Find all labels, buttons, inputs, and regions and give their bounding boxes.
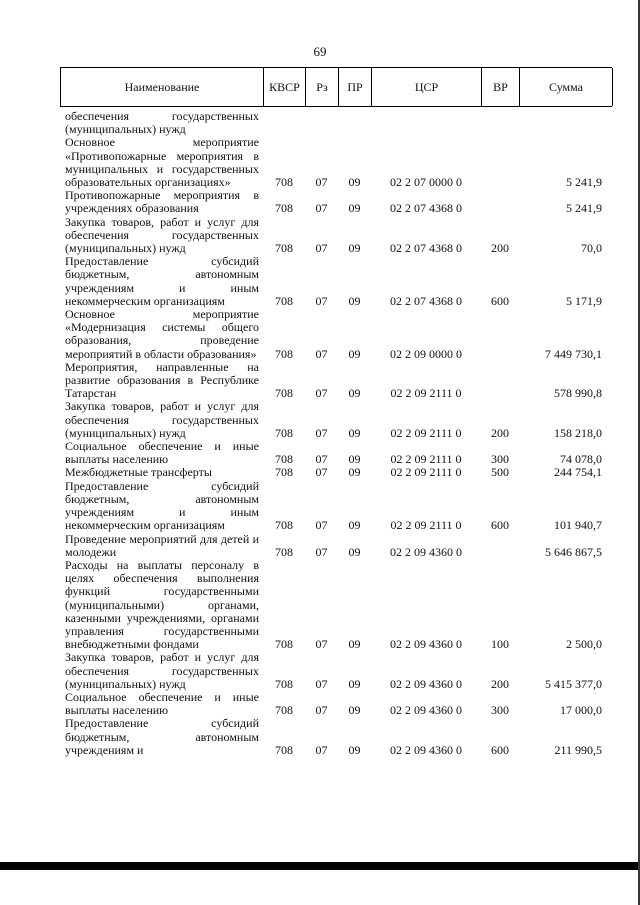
table-row — [60, 361, 612, 401]
cell-rz: 07 — [315, 676, 328, 691]
cell-kvsr: 708 — [275, 346, 293, 361]
cell-sum: 5 241,9 — [566, 175, 602, 190]
table-row — [60, 440, 612, 466]
cell-csr: 02 2 09 4360 0 — [390, 703, 462, 718]
cell-csr: 02 2 09 4360 0 — [390, 742, 462, 757]
cell-vr: 200 — [491, 241, 509, 256]
header-vr: ВР — [482, 68, 520, 106]
cell-name: Расходы на выплаты персоналу в целях обеспечения выполнения функций государственными (муниципальными) органами, казенными учреждениями, органами управления государственными внебюджетными фондами — [65, 557, 259, 652]
cell-rz: 07 — [315, 241, 328, 256]
cell-rz: 07 — [315, 346, 328, 361]
cell-name: Основное мероприятие «Модернизация системы общего образования, проведение мероприятий в области образования» — [65, 307, 259, 361]
cell-kvsr: 708 — [275, 465, 293, 480]
cell-kvsr: 708 — [275, 676, 293, 691]
cell-name: Мероприятия, направленные на развитие образования в Республике Татарстан — [65, 359, 259, 401]
cell-sum: 70,0 — [581, 241, 602, 256]
table-row — [60, 533, 612, 559]
cell-pr: 09 — [348, 201, 361, 216]
cell-name: Предоставление субсидий бюджетным, автономным учреждениям и иным некоммерческим организациям — [65, 478, 259, 533]
cell-rz: 07 — [315, 386, 328, 401]
cell-name: Закупка товаров, работ и услуг для обеспечения государственных (муниципальных) нужд — [65, 650, 259, 691]
cell-kvsr: 708 — [275, 637, 293, 652]
cell-kvsr: 708 — [275, 703, 293, 718]
cell-pr: 09 — [348, 465, 361, 480]
cell-rz: 07 — [315, 518, 328, 533]
table-header — [60, 67, 612, 107]
cell-sum: 2 500,0 — [566, 637, 602, 652]
scan-edge-bottom — [0, 862, 640, 870]
cell-rz: 07 — [315, 544, 328, 559]
cell-vr: 600 — [491, 518, 509, 533]
header-csr: ЦСР — [372, 68, 482, 106]
cell-sum: 578 990,8 — [554, 386, 602, 401]
table-row — [60, 559, 612, 651]
cell-sum: 5 646 867,5 — [545, 544, 602, 559]
cell-pr: 09 — [348, 425, 361, 440]
cell-name: Социальное обеспечение и иные выплаты населению — [65, 689, 259, 718]
cell-kvsr: 708 — [275, 742, 293, 757]
cell-sum: 7 449 730,1 — [545, 346, 602, 361]
cell-vr: 600 — [491, 742, 509, 757]
cell-name: Противопожарные мероприятия в учреждениях образования — [65, 188, 259, 216]
cell-kvsr: 708 — [275, 175, 293, 190]
cell-pr: 09 — [348, 637, 361, 652]
cell-name: Социальное обеспечение и иные выплаты населению — [65, 439, 259, 467]
cell-kvsr: 708 — [275, 293, 293, 308]
cell-rz: 07 — [315, 293, 328, 308]
cell-kvsr: 708 — [275, 201, 293, 216]
table-row — [60, 216, 612, 256]
table-row — [60, 466, 612, 479]
table-row — [60, 691, 612, 717]
header-name: Наименование — [61, 68, 264, 106]
cell-vr: 200 — [491, 425, 509, 440]
cell-rz: 07 — [315, 637, 328, 652]
cell-sum: 211 990,5 — [554, 742, 602, 757]
cell-csr: 02 2 09 0000 0 — [390, 346, 462, 361]
header-rz: Рз — [306, 68, 339, 106]
page-number: 69 — [313, 44, 327, 59]
cell-csr: 02 2 09 4360 0 — [390, 676, 462, 691]
cell-vr: 500 — [491, 465, 509, 480]
table-row — [60, 136, 612, 189]
cell-pr: 09 — [348, 452, 361, 467]
cell-pr: 09 — [348, 544, 361, 559]
cell-sum: 101 940,7 — [554, 518, 602, 533]
table-row — [60, 189, 612, 215]
cell-sum: 5 171,9 — [566, 293, 602, 308]
cell-pr: 09 — [348, 703, 361, 718]
header-sum: Сумма — [520, 68, 613, 106]
header-pr: ПР — [339, 68, 372, 106]
cell-rz: 07 — [315, 175, 328, 190]
cell-name: обеспечения государственных (муниципальных) нужд — [65, 109, 259, 137]
cell-sum: 17 000,0 — [560, 703, 602, 718]
cell-kvsr: 708 — [275, 425, 293, 440]
cell-kvsr: 708 — [275, 452, 293, 467]
cell-sum: 5 241,9 — [566, 201, 602, 216]
cell-name: Проведение мероприятий для детей и молодежи — [65, 531, 259, 559]
table-row — [60, 255, 612, 308]
cell-csr: 02 2 09 2111 0 — [390, 518, 462, 533]
cell-name: Основное мероприятие «Противопожарные мероприятия в муниципальных и государственных образовательных организациях» — [65, 135, 259, 190]
cell-sum: 244 754,1 — [554, 465, 602, 480]
cell-vr: 600 — [491, 293, 509, 308]
cell-csr: 02 2 09 2111 0 — [390, 465, 462, 480]
table-row — [60, 717, 612, 757]
cell-rz: 07 — [315, 465, 328, 480]
cell-name: Закупка товаров, работ и услуг для обеспечения государственных (муниципальных) нужд — [65, 214, 259, 256]
cell-name: Закупка товаров, работ и услуг для обеспечения государственных (муниципальных) нужд — [65, 399, 259, 440]
cell-csr: 02 2 09 2111 0 — [390, 425, 462, 440]
cell-pr: 09 — [348, 742, 361, 757]
cell-sum: 74 078,0 — [560, 452, 602, 467]
cell-pr: 09 — [348, 293, 361, 308]
cell-pr: 09 — [348, 518, 361, 533]
cell-pr: 09 — [348, 346, 361, 361]
cell-pr: 09 — [348, 241, 361, 256]
table-row — [60, 400, 612, 440]
cell-kvsr: 708 — [275, 544, 293, 559]
cell-vr: 300 — [491, 452, 509, 467]
cell-csr: 02 2 07 4368 0 — [390, 201, 462, 216]
cell-csr: 02 2 09 4360 0 — [390, 544, 462, 559]
header-kvsr: КВСР — [264, 68, 306, 106]
cell-sum: 5 415 377,0 — [545, 676, 602, 691]
cell-csr: 02 2 07 4368 0 — [390, 293, 462, 308]
cell-kvsr: 708 — [275, 241, 293, 256]
cell-name: Предоставление субсидий бюджетным, автономным учреждениям и иным некоммерческим организациям — [65, 254, 259, 308]
cell-csr: 02 2 09 2111 0 — [390, 452, 462, 467]
cell-rz: 07 — [315, 425, 328, 440]
cell-rz: 07 — [315, 201, 328, 216]
cell-sum: 158 218,0 — [554, 425, 602, 440]
cell-rz: 07 — [315, 452, 328, 467]
cell-kvsr: 708 — [275, 386, 293, 401]
cell-csr: 02 2 07 4368 0 — [390, 241, 462, 256]
cell-rz: 07 — [315, 742, 328, 757]
table-row — [60, 308, 612, 361]
cell-pr: 09 — [348, 175, 361, 190]
cell-rz: 07 — [315, 703, 328, 718]
cell-kvsr: 708 — [275, 518, 293, 533]
cell-name: Межбюджетные трансферты — [65, 465, 212, 480]
cell-csr: 02 2 09 4360 0 — [390, 637, 462, 652]
cell-vr: 200 — [491, 676, 509, 691]
cell-csr: 02 2 09 2111 0 — [390, 386, 462, 401]
table-row — [60, 110, 612, 136]
cell-csr: 02 2 07 0000 0 — [390, 175, 462, 190]
cell-vr: 100 — [491, 637, 509, 652]
table-row — [60, 651, 612, 691]
cell-pr: 09 — [348, 386, 361, 401]
cell-name: Предоставление субсидий бюджетным, автономным учреждениям и — [65, 716, 259, 757]
cell-vr: 300 — [491, 703, 509, 718]
table-row — [60, 480, 612, 533]
cell-pr: 09 — [348, 676, 361, 691]
table-body — [60, 110, 612, 757]
